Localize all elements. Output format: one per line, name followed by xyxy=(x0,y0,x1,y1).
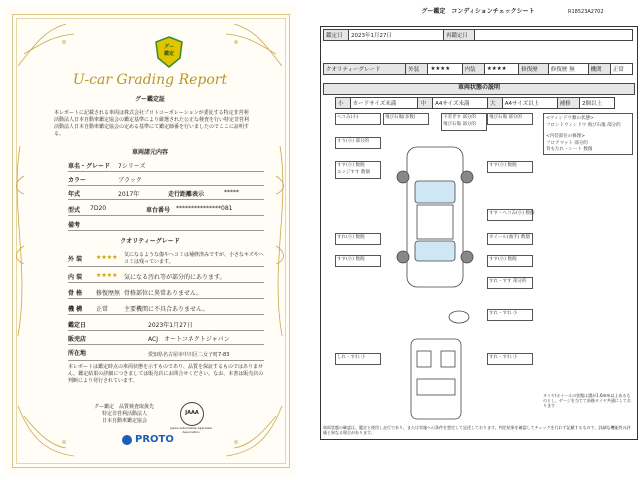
annotation-box xyxy=(487,209,533,221)
exterior-label: 外装 xyxy=(406,64,428,75)
annotation-label: すす(小) 数個 xyxy=(489,163,517,168)
ornament-top-right xyxy=(226,24,282,66)
annotation-label: エッジすす 数個 xyxy=(337,170,370,175)
row-value: ACJ オートコネクトジャパン xyxy=(148,336,230,343)
grade-note: 主要機関に不具合ありません。 xyxy=(124,306,209,313)
grade-note: 骨格部位に異常ありません。 xyxy=(124,290,203,297)
grade-frame xyxy=(68,286,264,299)
grade-key: 内 装 xyxy=(68,274,83,281)
ornament-left-vine xyxy=(17,146,25,336)
seat-front-left xyxy=(417,351,431,367)
quality-grade-title: クオリティーグレード xyxy=(120,238,180,245)
grading-certificate xyxy=(4,6,296,474)
cert-subtitle: グー鑑定証 xyxy=(134,96,165,103)
grade-mechanism xyxy=(68,302,264,315)
row-value: 7D20 xyxy=(90,205,107,212)
signature-line1: グー鑑定 品質検査取扱先 xyxy=(94,404,155,410)
badge-line2: 鑑定 xyxy=(163,51,174,57)
interior-note-1: フロアマット 部分的 xyxy=(546,141,588,146)
repair-h-value: 2個以上 xyxy=(580,98,615,109)
car-windshield xyxy=(415,181,455,203)
sheet-date-table xyxy=(323,29,633,41)
repair-label: 修復歴 xyxy=(519,64,549,75)
annotation-label: すれ・すす 部分的 xyxy=(489,279,527,284)
annotation-box xyxy=(487,309,533,321)
grade-stars: ★★★★ xyxy=(96,254,118,261)
interior-label: 内装 xyxy=(462,64,484,75)
cert-footer-text: 本レポートは鑑定時点の車両状態を示すものであり、品質を保証するものではありません。鑑定結果の詳細につきましては販売店にお問合せください。なお、本書は販売店の判断により発行されています。 xyxy=(68,364,264,384)
badge-line1: グー xyxy=(163,44,174,50)
size-mid-desc: A4サイズ未満 xyxy=(433,98,488,109)
proto-logo-icon xyxy=(122,435,132,445)
grade-stars: ★★★★ xyxy=(96,272,118,279)
annotation-label: すす(小) 数個 xyxy=(337,163,365,168)
row-key: 年式 xyxy=(68,191,81,198)
window-note: フロントウィンドウ 飛び石傷 部分的 xyxy=(546,123,621,128)
row-dealer xyxy=(68,332,264,345)
explain-title: 車両状態の説明 xyxy=(323,83,635,95)
ornament-dot xyxy=(234,440,238,444)
row-value: ブラック xyxy=(118,177,142,184)
row-model xyxy=(68,203,264,216)
condition-check-sheet xyxy=(320,26,638,440)
wheel-rear-right xyxy=(461,251,473,263)
jaaa-sub: Japan Automobile Appraisal Association xyxy=(170,426,212,434)
mileage-label: 走行距離表示 xyxy=(168,191,205,198)
annotation-label: 飛び石傷 部分的 xyxy=(443,122,476,127)
mileage-value: ***** xyxy=(224,189,239,196)
annotation-label: ヘコみ(小) xyxy=(337,115,359,120)
annotation-box xyxy=(335,255,381,267)
row-key: 所在地 xyxy=(68,350,87,357)
row-key: 鑑定日 xyxy=(68,322,87,329)
grade-exterior xyxy=(68,252,264,267)
repair-value: 修復歴 無 xyxy=(548,64,588,75)
cert-intro: 本レポートに記載される車両は株式会社プロトコーポレーションが委託する特定非営利活動法人日本自動車鑑定協会の鑑定基準により厳選された公正な検査を行い特定非営利活動法人日本自動車鑑定協会の定める基準にて鑑定師番を行いましたのでここに証明する。 xyxy=(54,110,250,137)
row-key: 販売店 xyxy=(68,336,87,343)
annotation-label: すれ・すれ 小 xyxy=(489,311,518,316)
annotation-label: 飛び石傷 部分的 xyxy=(489,115,522,120)
seat-rear xyxy=(417,379,455,395)
mech-label: 機関 xyxy=(588,64,610,75)
annotation-label: すれ(小) 数個 xyxy=(337,235,365,240)
grade-key: 骨 格 xyxy=(68,290,83,297)
date-value: 2023年1月27日 xyxy=(349,30,444,41)
tire-note: タイヤ/ホイールの状態は溝が1.6mm以上あるものとし、ゲージを当てて前後タイヤ共通にしております xyxy=(543,393,631,408)
date-label: 鑑定日 xyxy=(324,30,349,41)
annotation-box xyxy=(487,233,533,245)
row-color xyxy=(68,173,264,186)
section-title-specs: 車両諸元内容 xyxy=(131,149,168,156)
wheel-front-left xyxy=(397,171,409,183)
row-year xyxy=(68,187,264,200)
mech-value: 正常 xyxy=(610,64,632,75)
annotation-box xyxy=(441,113,487,131)
chassis-label: 車台番号 xyxy=(146,207,171,214)
ornament-dot xyxy=(234,40,238,44)
size-big: 大 xyxy=(488,98,503,109)
date-row xyxy=(324,30,633,41)
size-small-desc: カードサイズ未満 xyxy=(350,98,418,109)
grade-stars: 正常 xyxy=(96,306,109,313)
quality-row xyxy=(324,64,633,75)
grade-note: 気になるような傷やヘコミは補修済みですが、小さなキズやヘコミは残っています。 xyxy=(124,252,264,265)
size-mid: 中 xyxy=(418,98,433,109)
interior-note-2: 背もたれ・シート 数個 xyxy=(546,147,593,152)
annotation-label: すす(小) 数個 xyxy=(337,257,365,262)
window-condition-box xyxy=(543,113,633,155)
grade-note: 気になる汚れ等が部分的にあります。 xyxy=(124,274,226,281)
size-small: 小 xyxy=(336,98,351,109)
annotation-box xyxy=(487,277,533,289)
jaaa-label: JAAA xyxy=(185,410,199,416)
ornament-bottom-left xyxy=(18,406,74,456)
repair-h: 補修 xyxy=(557,98,579,109)
exterior-value: ★★★★ xyxy=(428,64,462,75)
annotation-box xyxy=(335,353,381,365)
car-top-body xyxy=(407,147,463,287)
car-rear-window xyxy=(415,241,455,261)
jaaa-seal-icon xyxy=(180,402,204,426)
size-legend-row xyxy=(336,98,615,109)
proto-label: PROTO xyxy=(135,434,174,445)
signature-line3: 日本自動車鑑定協会 xyxy=(102,418,148,424)
row-key: 型式 xyxy=(68,207,81,214)
annotation-box xyxy=(335,113,381,125)
ornament-dot xyxy=(62,440,66,444)
row-key: 備考 xyxy=(68,222,81,229)
annotation-label: すり(小) 部分的 xyxy=(337,139,369,144)
size-legend-table xyxy=(335,97,615,109)
ornament-dot xyxy=(62,40,66,44)
sheet-header-title: グー鑑定 コンディションチェックシート xyxy=(421,8,535,15)
annotation-label: しれ・すれ 小 xyxy=(337,355,366,360)
annotation-box xyxy=(487,113,533,125)
car-roof xyxy=(417,205,453,239)
ornament-top-left xyxy=(18,24,74,66)
row-remarks xyxy=(68,218,264,231)
sheet-footer-note: 車両状態の確認は、鑑定と使用し走行であり、または実施への条件を想定して記述しております。判定結果を確認してチェックを行わず記載するもので、詳細な機能性の評価と異なる場合があります。 xyxy=(323,425,631,435)
car-diagram xyxy=(381,117,501,427)
annotation-box xyxy=(335,137,381,149)
size-big-desc: A4サイズ以上 xyxy=(502,98,557,109)
annotation-box xyxy=(383,113,429,125)
annotation-box xyxy=(487,255,533,267)
row-appraisal-date xyxy=(68,318,264,331)
annotation-label: すす(小) 数個 xyxy=(489,257,517,262)
row-value: 2017年 xyxy=(118,191,140,198)
row-address xyxy=(68,346,264,361)
interior-title: <内装部位の修理> xyxy=(546,134,586,139)
wheel-front-right xyxy=(461,171,473,183)
annotation-box xyxy=(335,161,381,179)
seat-front-right xyxy=(441,351,455,367)
row-name-grade xyxy=(68,159,264,172)
proto-logo xyxy=(122,434,192,448)
ornament-right-vine xyxy=(276,146,284,336)
annotation-box xyxy=(487,353,533,365)
annotation-label: ホイール(曲手) 数個 xyxy=(489,235,530,240)
quality-label: クオリティーグレード xyxy=(324,64,406,75)
annotation-label: すれ・すれ 小 xyxy=(489,355,518,360)
steering-wheel-icon xyxy=(449,311,469,323)
annotation-box xyxy=(335,233,381,245)
recheck-label: 再鑑定日 xyxy=(444,30,475,41)
interior-value: ★★★★ xyxy=(484,64,518,75)
row-value: 2023年1月27日 xyxy=(148,322,193,329)
goo-appraisal-badge xyxy=(154,36,184,68)
wheel-rear-left xyxy=(397,251,409,263)
window-title: <ウィンドウ類の状態> xyxy=(546,116,594,121)
grade-interior xyxy=(68,270,264,283)
annotation-label: 下差ぎす 部分的 xyxy=(443,115,476,120)
ornament-bottom-right xyxy=(226,406,282,456)
row-value: 7シリーズ xyxy=(118,163,146,170)
sheet-quality-table xyxy=(323,63,633,75)
recheck-value xyxy=(475,30,633,41)
annotation-label: 飛び石傷(多数) xyxy=(385,115,416,120)
grade-key: 機 構 xyxy=(68,306,83,313)
annotation-label: すす・ヘコみ(小) 数個 xyxy=(489,211,535,216)
annotation-box xyxy=(487,161,533,173)
grade-stars: 修復歴無 xyxy=(96,290,121,297)
row-value: 愛知県名古屋市中川区二女子町7-83 xyxy=(148,352,230,358)
row-key: 車名・グレード xyxy=(68,163,111,170)
chassis-value: ***************081 xyxy=(176,205,233,212)
sheet-id: R18523A2702 xyxy=(568,9,604,15)
cert-title: U-car Grading Report xyxy=(72,72,228,88)
row-key: カラー xyxy=(68,177,87,184)
signature-line2: 特定非営利活動法人 xyxy=(102,411,148,417)
grade-key: 外 装 xyxy=(68,256,83,263)
